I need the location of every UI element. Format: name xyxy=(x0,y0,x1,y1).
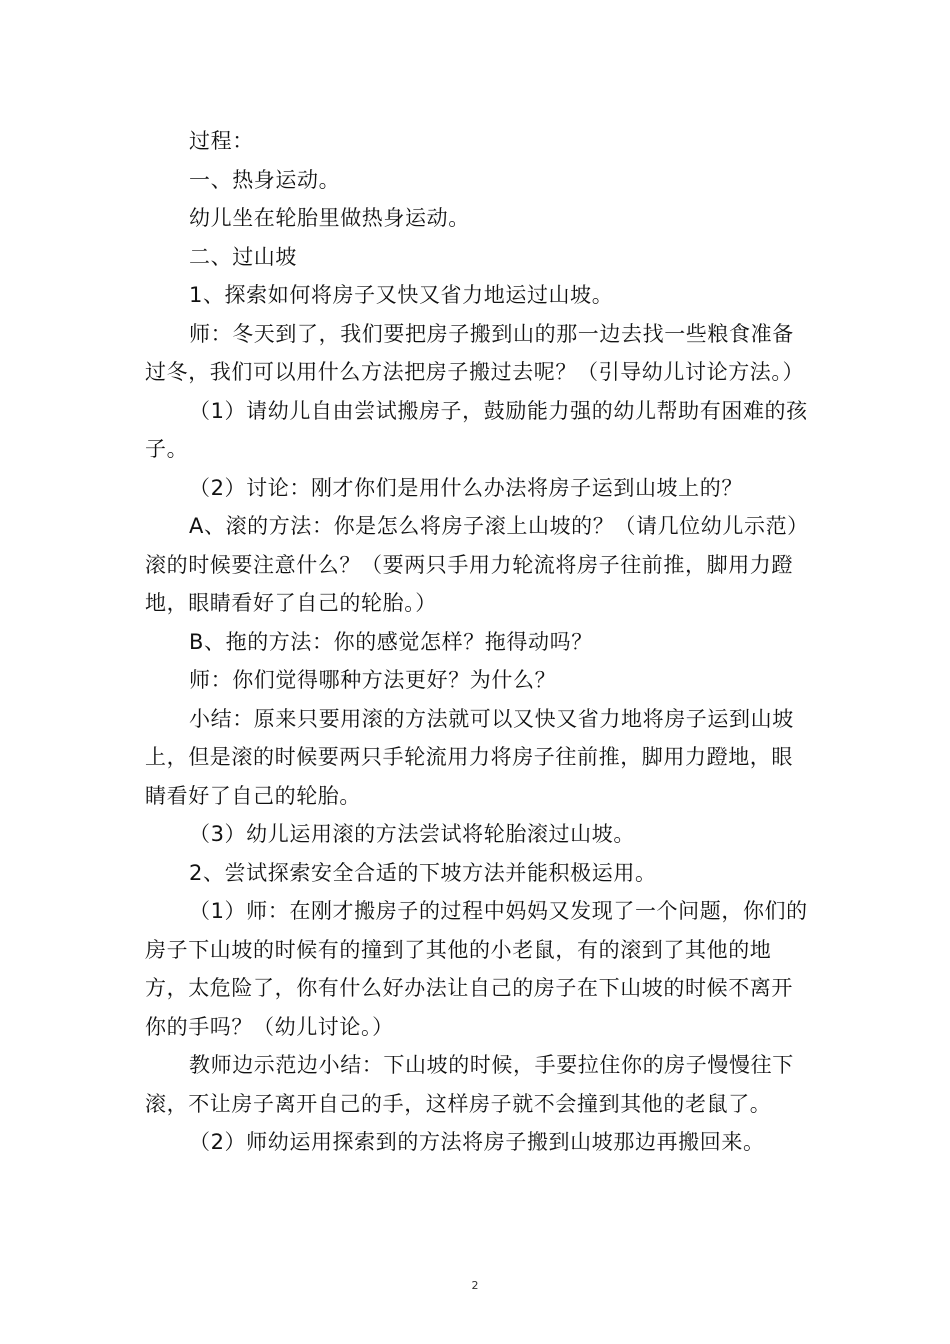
paragraph: （1）师：在刚才搬房子的过程中妈妈又发现了一个问题，你们的房子下山坡的时候有的撞到了其他的小老鼠，有的滚到了其他的地方，太危险了，你有什么好办法让自己的房子在下山坡的时候不离开你的手吗？（幼儿讨论。） xyxy=(145,899,808,1039)
paragraph: （1）请幼儿自由尝试搬房子，鼓励能力强的幼儿帮助有困难的孩子。 xyxy=(145,398,808,461)
paragraph: 小结：原来只要用滚的方法就可以又快又省力地将房子运到山坡上，但是滚的时候要两只手轮流用力将房子往前推，脚用力蹬地，眼睛看好了自己的轮胎。 xyxy=(145,706,794,808)
page-number: 2 xyxy=(471,1279,479,1292)
paragraph: 师：你们觉得哪种方法更好？为什么？ xyxy=(189,668,557,692)
paragraph: （2）讨论：刚才你们是用什么办法将房子运到山坡上的？ xyxy=(189,475,743,500)
document-body xyxy=(145,122,813,1162)
paragraph: 师：冬天到了，我们要把房子搬到山的那一边去找一些粮食准备过冬，我们可以用什么方法把房子搬过去呢？（引导幼儿讨论方法。） xyxy=(145,321,805,384)
paragraph: 过程： xyxy=(189,129,254,153)
paragraph: 二、过山坡 xyxy=(189,244,297,269)
paragraph: 2、尝试探索安全合适的下坡方法并能积极运用。 xyxy=(189,860,657,885)
paragraph: 1、探索如何将房子又快又省力地运过山坡。 xyxy=(189,283,614,307)
paragraph: （2）师幼运用探索到的方法将房子搬到山坡那边再搬回来。 xyxy=(189,1130,765,1154)
paragraph: 一、热身运动。 xyxy=(189,167,341,192)
paragraph: B、拖的方法：你的感觉怎样？拖得动吗？ xyxy=(189,629,593,654)
paragraph: 幼儿坐在轮胎里做热身运动。 xyxy=(189,206,470,230)
paragraph: 教师边示范边小结：下山坡的时候，手要拉住你的房子慢慢往下滚，不让房子离开自己的手，这样房子就不会撞到其他的老鼠了。 xyxy=(145,1053,794,1116)
paragraph: （3）幼儿运用滚的方法尝试将轮胎滚过山坡。 xyxy=(189,822,635,846)
paragraph: A、滚的方法：你是怎么将房子滚上山坡的？（请几位幼儿示范）滚的时候要注意什么？（要两只手用力轮流将房子往前推，脚用力蹬地，眼睛看好了自己的轮胎。） xyxy=(145,514,809,615)
